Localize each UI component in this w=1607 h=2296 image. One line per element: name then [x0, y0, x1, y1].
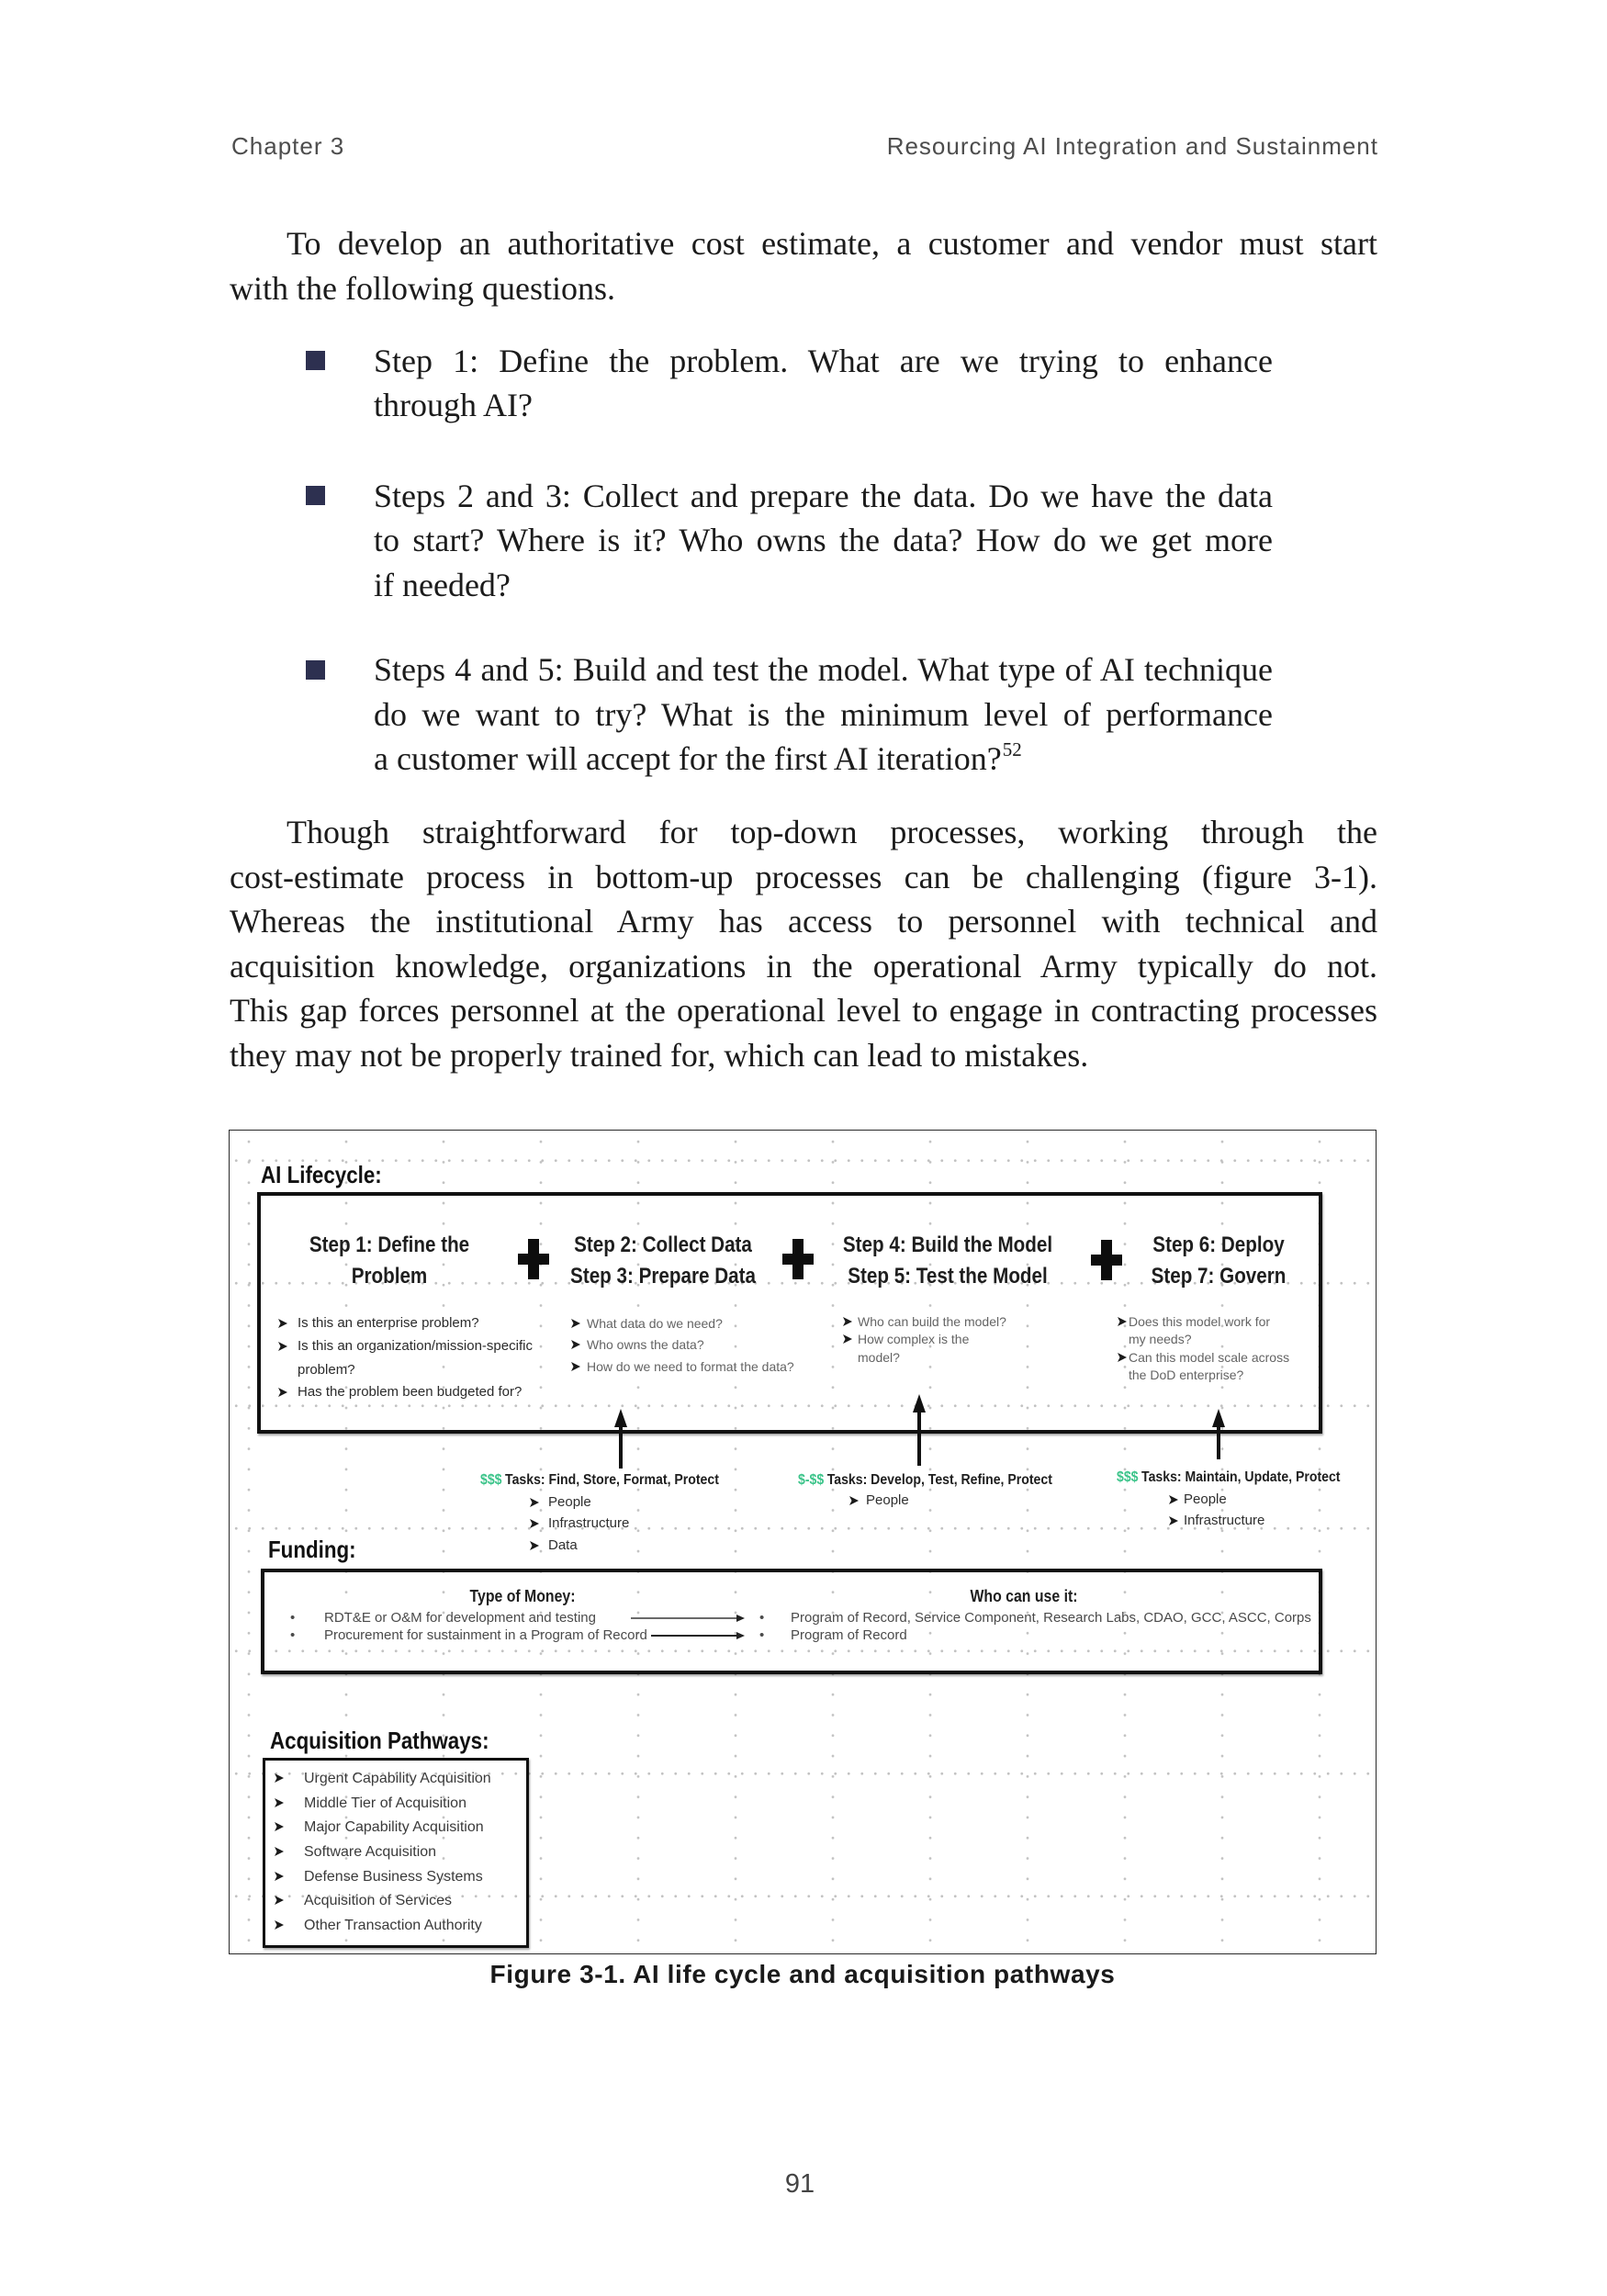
chevron-right-icon — [1118, 1353, 1127, 1362]
figure-caption: Figure 3-1. AI life cycle and acquisition pathways — [489, 1960, 1116, 1988]
type-of-money-header: Type of Money: — [469, 1587, 576, 1605]
question-text: What data do we need? — [587, 1316, 723, 1332]
chevron-right-icon — [275, 1920, 284, 1930]
bullet-icon: • — [290, 1610, 296, 1626]
money-users: Program of Record, Service Component, Research Labs, CDAO, GCC, ASCC, Corps — [791, 1610, 1311, 1626]
bullet-icon: • — [759, 1610, 765, 1626]
pathway-item: Middle Tier of Acquisition — [304, 1795, 466, 1811]
step-heading-line: Step 6: Deploy — [1152, 1232, 1285, 1257]
question-text: Is this an organization/mission-specific — [298, 1338, 533, 1355]
chevron-right-icon — [571, 1319, 580, 1328]
figure-ai-lifecycle — [229, 1130, 1377, 1954]
bullet-line: do we want to try? What is the minimum level of performance — [374, 695, 1273, 733]
step-heading — [1152, 1230, 1287, 1292]
task-label — [798, 1473, 1052, 1488]
arrow-up-icon — [613, 1409, 628, 1469]
chevron-right-icon — [571, 1340, 580, 1349]
step-heading-line: Step 3: Prepare Data — [570, 1264, 756, 1289]
chevron-right-icon — [278, 1342, 287, 1351]
bullet-line: to start? Where is it? Who owns the data? How do we get more — [374, 522, 1273, 558]
paragraph-line: cost-estimate process in bottom-up processes can be challenging (figure 3-1). — [230, 858, 1377, 895]
bullet-line: Step 1: Define the problem. What are we trying to enhance — [374, 342, 1273, 379]
cost-indicator: $$$ — [1117, 1469, 1139, 1485]
footnote-reference: 52 — [1002, 738, 1022, 760]
pathway-item: Major Capability Acquisition — [304, 1818, 484, 1835]
running-title: Resourcing AI Integration and Sustainment — [886, 132, 1378, 160]
intro-line: To develop an authoritative cost estimate, a customer and vendor must start — [287, 225, 1377, 262]
question-text: Does this model work for — [1129, 1314, 1271, 1330]
bullet-line: Steps 2 and 3: Collect and prepare the data. Do we have the data — [374, 477, 1273, 514]
chevron-right-icon — [1169, 1495, 1178, 1504]
plus-icon — [1091, 1240, 1122, 1280]
plus-icon — [518, 1239, 549, 1279]
cost-indicator: $$$ — [480, 1471, 502, 1488]
chevron-right-icon — [843, 1317, 852, 1326]
square-bullet-icon — [306, 486, 325, 505]
chevron-right-icon — [275, 1847, 284, 1856]
bullet-line: through AI? — [374, 387, 533, 423]
chevron-right-icon — [1118, 1317, 1127, 1326]
cost-indicator: $-$$ — [798, 1471, 825, 1488]
arrow-up-icon — [912, 1394, 927, 1466]
arrow-up-icon — [1211, 1409, 1226, 1459]
bullet-line: Steps 4 and 5: Build and test the model. What type of AI technique — [374, 651, 1273, 688]
money-type: Procurement for sustainment in a Program of Record — [324, 1627, 647, 1644]
chevron-right-icon — [843, 1334, 852, 1344]
arrow-right-icon — [651, 1632, 745, 1639]
chevron-right-icon — [530, 1498, 539, 1507]
question-text: Who can build the model? — [858, 1314, 1006, 1330]
bullet-icon: • — [759, 1627, 765, 1644]
page-number: 91 — [784, 2169, 815, 2199]
pathway-item: Urgent Capability Acquisition — [304, 1770, 491, 1786]
money-users: Program of Record — [791, 1627, 907, 1644]
chapter-label: Chapter 3 — [231, 132, 345, 160]
task-text: Tasks: Find, Store, Format, Protect — [505, 1471, 719, 1488]
question-text: Is this an enterprise problem? — [298, 1315, 479, 1332]
step-heading-line: Step 7: Govern — [1151, 1264, 1287, 1289]
lifecycle-title: AI Lifecycle: — [261, 1161, 382, 1188]
square-bullet-icon — [306, 660, 325, 680]
funding-title: Funding: — [268, 1536, 356, 1563]
paragraph-line: This gap forces personnel at the operational level to engage in contracting processes — [230, 992, 1377, 1029]
intro-line: with the following questions. — [230, 269, 615, 307]
pathway-item: Acquisition of Services — [304, 1892, 452, 1908]
step-heading-line: Step 4: Build the Model — [842, 1232, 1053, 1257]
task-item: Data — [548, 1537, 578, 1554]
task-item: People — [548, 1494, 591, 1511]
money-type: RDT&E or O&M for development and testing — [324, 1610, 596, 1626]
chevron-right-icon — [278, 1388, 287, 1397]
bullet-line-text: a customer will accept for the first AI iteration? — [374, 740, 1002, 777]
question-text: Has the problem been budgeted for? — [298, 1384, 523, 1401]
step-heading — [309, 1230, 469, 1292]
pathway-item: Defense Business Systems — [304, 1868, 483, 1885]
chevron-right-icon — [1169, 1516, 1178, 1525]
chevron-right-icon — [275, 1773, 284, 1783]
question-text: problem? — [298, 1362, 355, 1379]
chevron-right-icon — [275, 1872, 284, 1881]
question-text: Can this model scale across — [1129, 1350, 1290, 1366]
chevron-right-icon — [849, 1496, 859, 1505]
question-text: my needs? — [1129, 1332, 1192, 1347]
chevron-right-icon — [275, 1798, 284, 1807]
question-text: model? — [858, 1350, 900, 1366]
step-heading-line: Step 2: Collect Data — [574, 1232, 752, 1257]
pathways-title: Acquisition Pathways: — [270, 1727, 489, 1754]
pathway-item: Software Acquisition — [304, 1843, 437, 1860]
task-item: People — [866, 1492, 909, 1509]
pathway-item: Other Transaction Authority — [304, 1917, 482, 1933]
bullet-line: if needed? — [374, 566, 511, 603]
task-item: People — [1184, 1491, 1227, 1508]
task-text: Tasks: Maintain, Update, Protect — [1141, 1469, 1341, 1485]
step-heading-line: Step 5: Test the Model — [848, 1264, 1048, 1289]
question-text: How complex is the — [858, 1332, 970, 1347]
question-text: the DoD enterprise? — [1129, 1367, 1244, 1383]
paragraph-line: acquisition knowledge, organizations in the operational Army typically do not. — [230, 947, 1377, 985]
who-can-use-header: Who can use it: — [970, 1587, 1078, 1605]
task-label — [1117, 1470, 1340, 1485]
chevron-right-icon — [278, 1319, 287, 1328]
bullet-icon: • — [290, 1627, 296, 1644]
chevron-right-icon — [530, 1541, 539, 1550]
chevron-right-icon — [571, 1362, 580, 1371]
square-bullet-icon — [306, 351, 325, 370]
task-item: Infrastructure — [548, 1515, 630, 1532]
plus-icon — [782, 1239, 814, 1279]
step-heading — [843, 1230, 1052, 1292]
paragraph-line: they may not be properly trained for, which can lead to mistakes. — [230, 1036, 1089, 1074]
task-label — [480, 1473, 719, 1488]
arrow-right-icon — [631, 1615, 745, 1622]
paragraph-line: Though straightforward for top-down processes, working through the — [287, 814, 1377, 850]
step-heading-line: Step 1: Define the — [309, 1232, 470, 1257]
step-heading — [570, 1230, 756, 1292]
paragraph-line: Whereas the institutional Army has access to personnel with technical and — [230, 903, 1377, 940]
step-heading-line: Problem — [351, 1264, 428, 1289]
chevron-right-icon — [275, 1822, 284, 1831]
bullet-line — [374, 737, 1022, 782]
question-text: How do we need to format the data? — [587, 1359, 794, 1375]
task-item: Infrastructure — [1184, 1513, 1265, 1529]
question-text: Who owns the data? — [587, 1337, 704, 1353]
chevron-right-icon — [530, 1519, 539, 1528]
task-text: Tasks: Develop, Test, Refine, Protect — [826, 1471, 1052, 1488]
chevron-right-icon — [275, 1896, 284, 1905]
